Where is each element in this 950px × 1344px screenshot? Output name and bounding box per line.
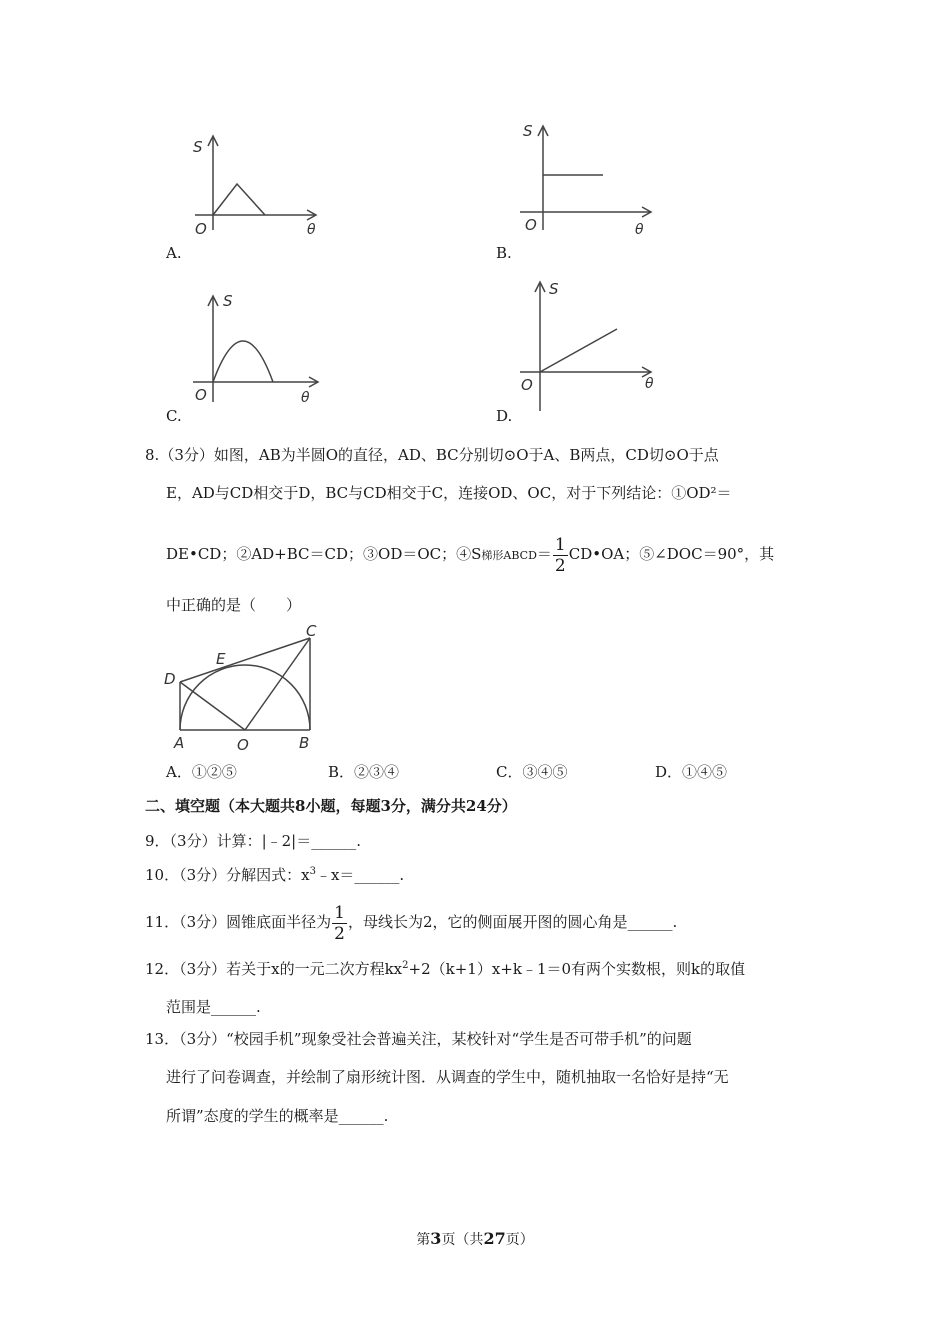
option-d-label: D.	[496, 407, 513, 425]
section2-heading: 二、填空题（本大题共8小题，每题3分，满分共24分）	[145, 797, 517, 815]
point-c-label: C	[306, 622, 317, 640]
graph-d	[515, 278, 660, 413]
svg-text:O: O	[525, 216, 537, 234]
fraction-half: $\frac{1}{2}$	[554, 534, 566, 576]
option-c-label: C.	[166, 407, 182, 425]
svg-text:S: S	[549, 280, 559, 298]
option-b-label: B.	[496, 244, 512, 262]
q12-line1: 12．（3分）若关于x的一元二次方程$kx^2+2(k+1)x+k﹣1=0$有两个实数根，则k的取值	[145, 960, 746, 978]
svg-text:S: S	[223, 292, 233, 310]
q13-line1: 13．（3分）“校园手机”现象受社会普遍关注，某校针对“学生是否可带手机”的问题	[145, 1030, 692, 1048]
svg-text:θ: θ	[301, 390, 310, 405]
q13-line3: 所谓”态度的学生的概率是______.	[166, 1107, 389, 1125]
point-d-label: D	[164, 670, 176, 688]
fraction-radius: $\frac{1}{2}$	[334, 902, 345, 944]
q8-option-d: D．①④⑤	[655, 763, 728, 781]
point-o-label: O	[237, 736, 249, 754]
svg-text:θ: θ	[635, 222, 644, 238]
graph-c	[185, 290, 325, 405]
svg-text:O: O	[195, 386, 207, 404]
q9: 9．（3分）计算：|﹣2|＝______.	[145, 832, 362, 850]
q8-semicircle-figure	[160, 618, 330, 754]
page-footer: 第3页（共27页）	[416, 1229, 534, 1248]
s-axis-label: S	[193, 138, 203, 156]
q13-line2: 进行了问卷调查，并绘制了扇形统计图．从调查的学生中，随机抽取一名恰好是持“无	[166, 1068, 729, 1086]
svg-text:S: S	[523, 122, 533, 140]
point-b-label: B	[299, 734, 310, 752]
q8-line3: DE•CD；②AD+BC＝CD；③OD＝OC；④S梯形ABCD＝ $\frac{1}{2}$ CD•OA；⑤∠DOC＝90°，其	[166, 534, 775, 576]
point-a-label: A	[174, 734, 185, 752]
q8-option-a: A．①②⑤	[166, 763, 237, 781]
option-a-label: A.	[166, 244, 182, 262]
q8-line2: E，AD与CD相交于D，BC与CD相交于C，连接OD、OC，对于下列结论：①OD²＝	[166, 484, 732, 502]
graph-b	[515, 120, 660, 238]
point-e-label: E	[216, 650, 226, 668]
theta-axis-label: θ	[307, 222, 316, 238]
svg-text:O: O	[521, 376, 533, 394]
svg-text:θ: θ	[645, 376, 654, 392]
graph-a	[185, 130, 325, 240]
q8-line4: 中正确的是（ ）	[166, 596, 302, 614]
q11: 11．（3分）圆锥底面半径为 $\frac{1}{2}$ ，母线长为2，它的侧面展开图的圆心角是______.	[145, 902, 678, 944]
q8-line1: 8.（3分）如图，AB为半圆O的直径，AD、BC分别切⊙O于A、B两点，CD切⊙O于点	[145, 446, 719, 464]
q12-line2: 范围是______.	[166, 998, 261, 1016]
q10: 10．（3分）分解因式：$x^3﹣x=\_\_\_\_\_\_$.	[145, 866, 405, 884]
q8-option-b: B．②③④	[328, 763, 400, 781]
origin-label: O	[195, 220, 207, 238]
q8-option-c: C．③④⑤	[496, 763, 568, 781]
